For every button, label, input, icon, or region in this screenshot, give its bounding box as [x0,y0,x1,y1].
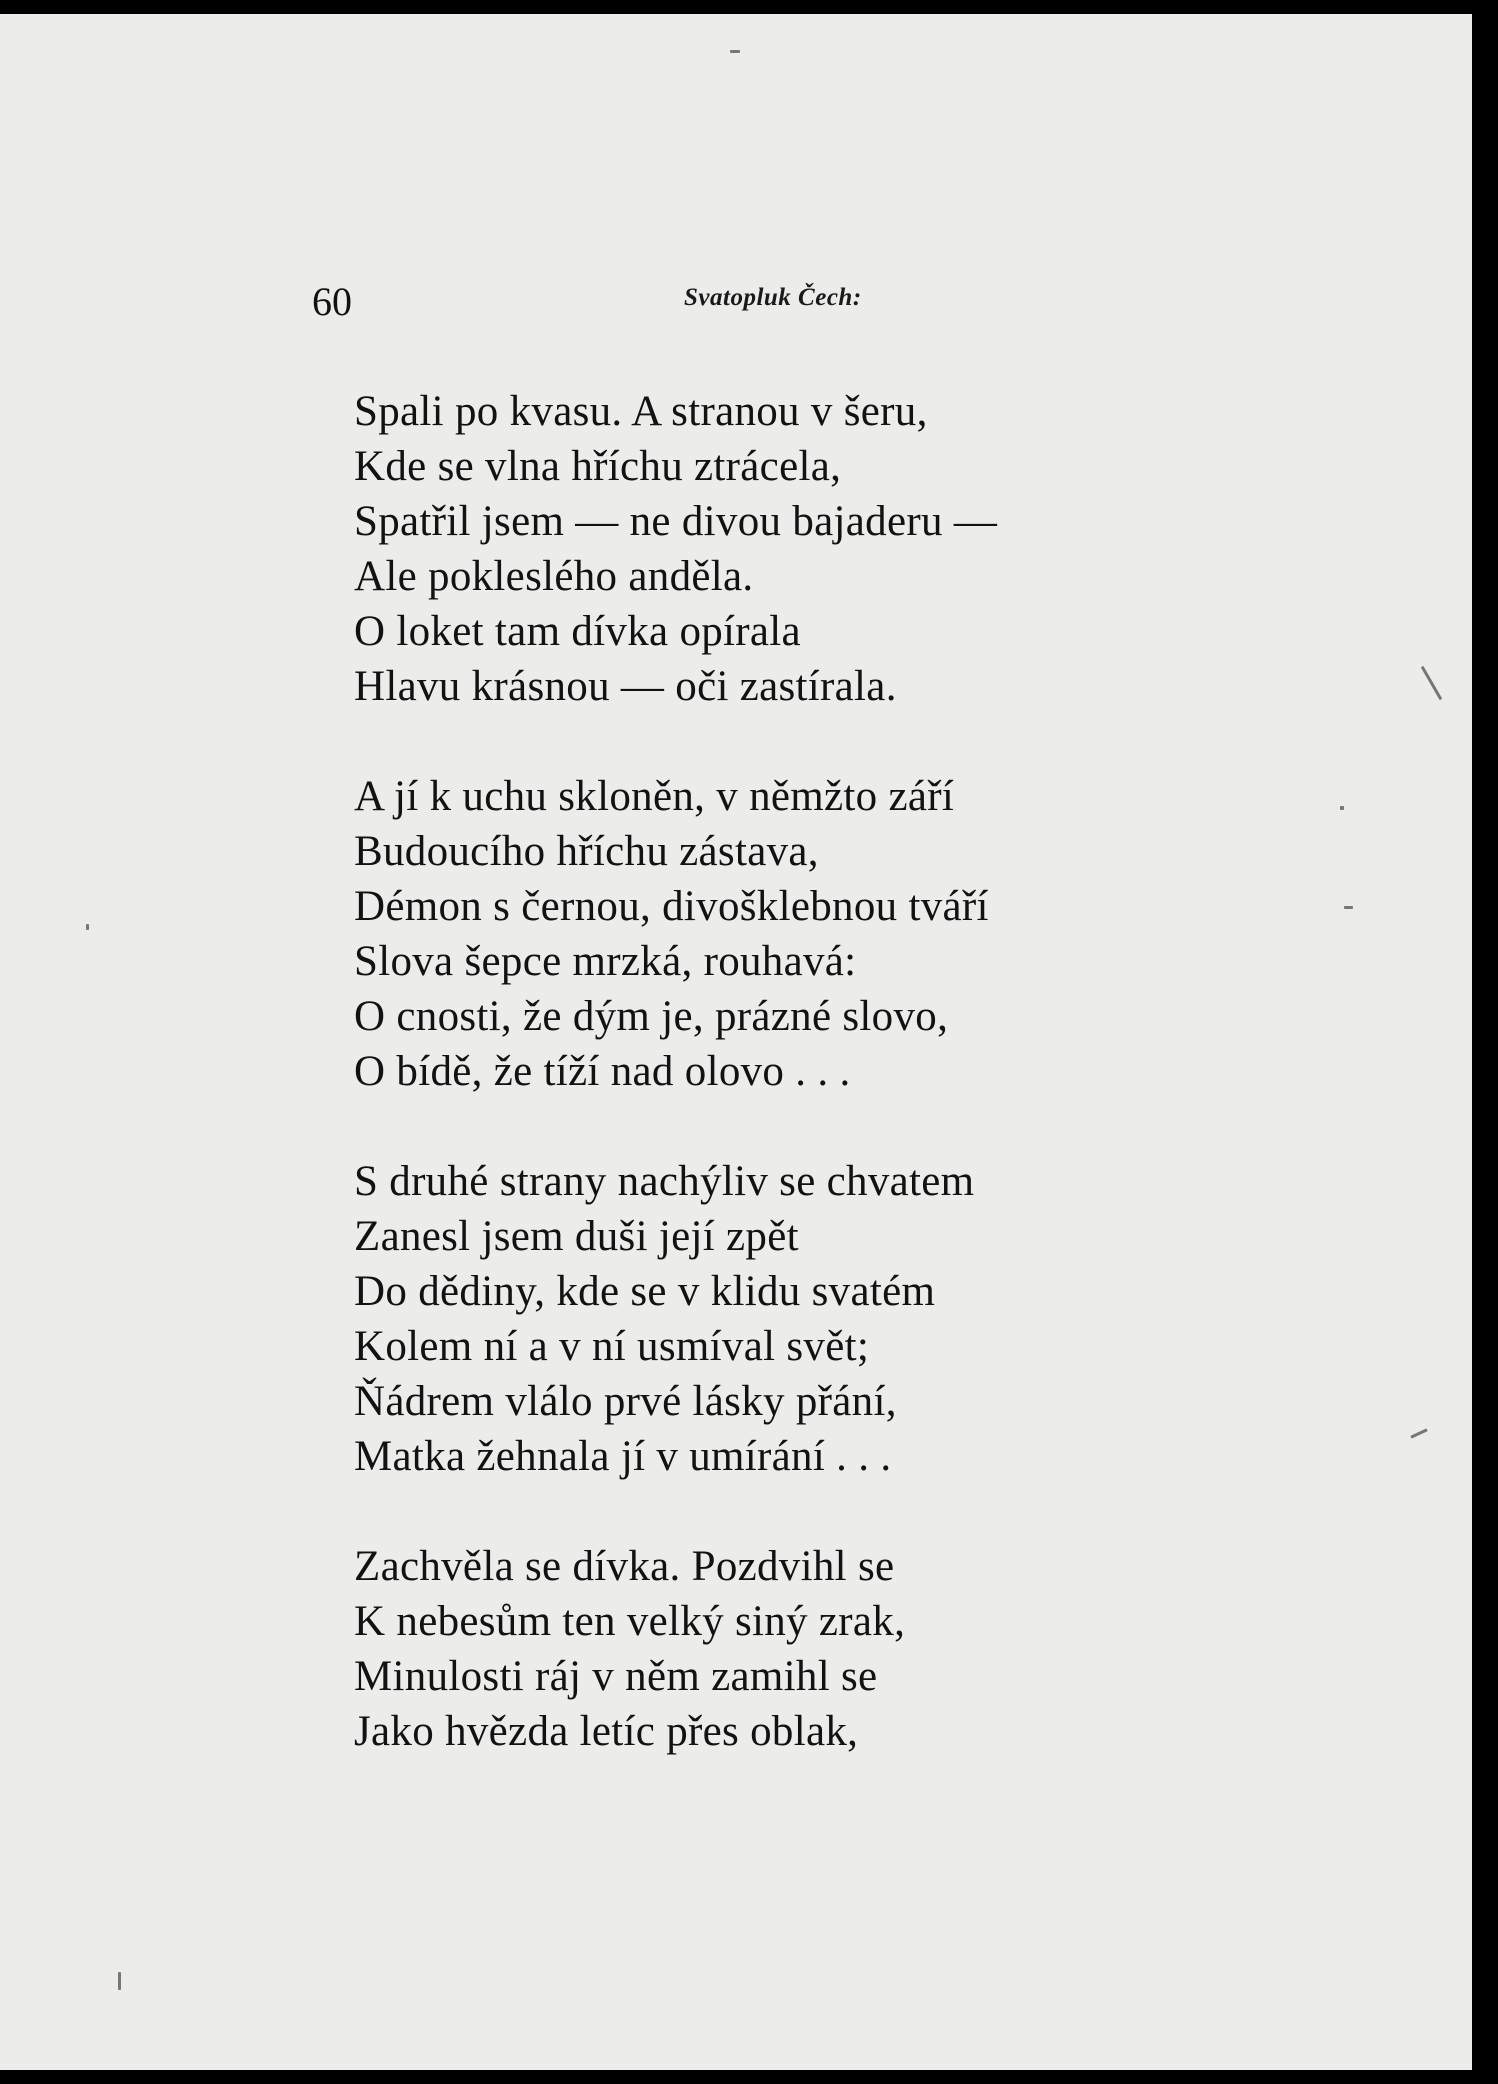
page-number: 60 [312,279,352,324]
stanza-4 [354,1539,1154,1759]
scan-speck [1421,666,1443,700]
verse-line: O bídě, že tíží nad olovo . . . [354,1048,851,1095]
verse-line: O loket tam dívka opírala [354,608,801,655]
verse-line: Zanesl jsem duši její zpět [354,1213,799,1260]
verse-line: Spatřil jsem — ne divou bajaderu — [354,498,998,545]
scan-speck [118,1972,121,1990]
scan-speck [1340,806,1344,810]
verse-line: Ale pokleslého anděla. [354,553,754,600]
scan-speck [1410,1428,1428,1438]
verse-line: S druhé strany nachýliv se chvatem [354,1158,975,1205]
scan-bottom-border [0,2070,1498,2084]
verse-line: Kde se vlna hříchu ztrácela, [354,443,842,490]
verse-line: Spali po kvasu. A stranou v šeru, [354,388,928,435]
verse-line: Ňádrem vlálo prvé lásky přání, [354,1378,897,1425]
poem-body [354,384,1154,1759]
verse-line: Kolem ní a v ní usmíval svět; [354,1323,870,1370]
verse-line: Zachvěla se dívka. Pozdvihl se [354,1543,895,1590]
stanza-3 [354,1154,1154,1484]
scan-right-border [1472,0,1498,2084]
running-head: Svatopluk Čech: [684,284,862,311]
book-page [0,14,1472,2070]
verse-line: Hlavu krásnou — oči zastírala. [354,663,897,710]
scan-speck [1344,906,1353,909]
verse-line: Slova šepce mrzká, rouhavá: [354,938,857,985]
verse-line: Jako hvězda letíc přes oblak, [354,1708,859,1755]
page-header [312,268,952,328]
scan-top-border [0,0,1498,14]
scan-speck [730,50,740,53]
verse-line: Budoucího hříchu zástava, [354,828,819,875]
verse-line: Matka žehnala jí v umírání . . . [354,1433,892,1480]
stanza-1 [354,384,1154,714]
verse-line: Do dědiny, kde se v klidu svatém [354,1268,936,1315]
verse-line: Minulosti ráj v něm zamihl se [354,1653,878,1700]
verse-line: Démon s černou, divošklebnou tváří [354,883,989,930]
scan-speck [86,924,89,930]
verse-line: O cnosti, že dým je, prázné slovo, [354,993,949,1040]
stanza-2 [354,769,1154,1099]
verse-line: A jí k uchu skloněn, v němžto září [354,773,955,820]
verse-line: K nebesům ten velký siný zrak, [354,1598,906,1645]
